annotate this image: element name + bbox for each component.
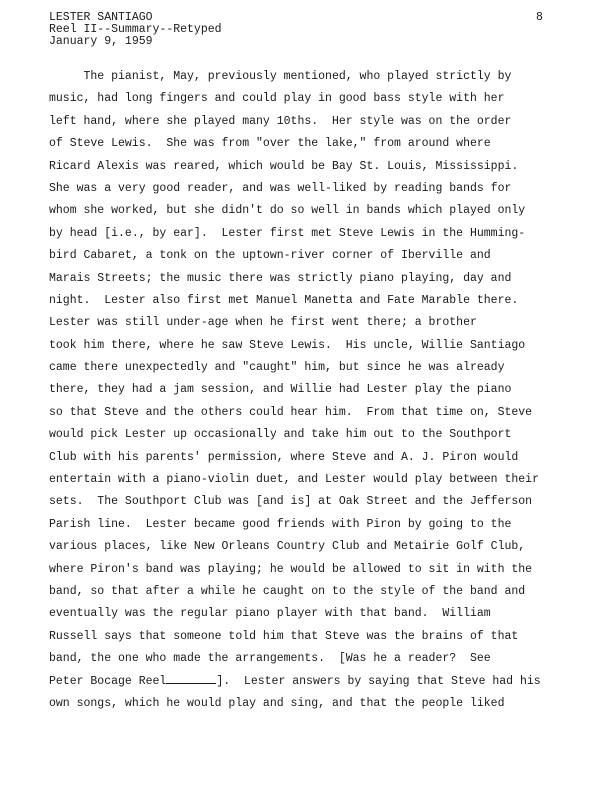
blank-line-suffix: ]. Lester answers by saying that Steve had his (216, 674, 541, 688)
text-line: whom she worked, but she didn't do so well in bands which played only (49, 204, 526, 218)
text-line: eventually was the regular piano player with that band. William (49, 607, 491, 621)
header-line-date: January 9, 1959 (49, 35, 153, 48)
text-line: band, the one who made the arrangements. [Was he a reader? See (49, 652, 491, 666)
fill-in-blank (166, 673, 216, 684)
text-line: Ricard Alexis was reared, which would be Bay St. Louis, Mississippi. (49, 159, 519, 173)
text-line: own songs, which he would play and sing, and that the people liked (49, 696, 505, 710)
text-line: music, had long fingers and could play in good bass style with her (49, 92, 505, 106)
text-line: left hand, where she played many 10ths. Her style was on the order (49, 114, 512, 128)
text-line: by head [i.e., by ear]. Lester first met Steve Lewis in the Humming- (49, 226, 526, 240)
text-line: came there unexpectedly and "caught" him, but since he was already (49, 361, 505, 375)
text-line: entertain with a piano-violin duet, and Lester would play between their (49, 473, 539, 487)
text-line: where Piron's band was playing; he would be allowed to sit in with the (49, 562, 533, 576)
text-line: The pianist, May, previously mentioned, who played strictly by (49, 70, 512, 83)
text-line: She was a very good reader, and was well-liked by reading bands for (49, 181, 512, 195)
blank-line-prefix: Peter Bocage Reel (49, 674, 167, 688)
text-line: night. Lester also first met Manuel Manetta and Fate Marable there. (49, 293, 519, 307)
text-line: sets. The Southport Club was [and is] at Oak Street and the Jefferson (49, 495, 533, 509)
header-line-name: LESTER SANTIAGO (49, 11, 153, 24)
page-number: 8 (536, 11, 543, 24)
text-line: so that Steve and the others could hear him. From that time on, Steve (49, 405, 533, 419)
text-line: Club with his parents' permission, where Steve and A. J. Piron would (49, 450, 519, 464)
text-line-with-blank (49, 671, 609, 693)
text-line: took him there, where he saw Steve Lewis. His uncle, Willie Santiago (49, 338, 526, 352)
text-line: band, so that after a while he caught on to the style of the band and (49, 584, 526, 598)
text-line: of Steve Lewis. She was from "over the lake," from around where (49, 137, 491, 151)
document-header (49, 12, 222, 48)
text-line: various places, like New Orleans Country Club and Metairie Golf Club, (49, 540, 526, 554)
text-line: Lester was still under-age when he first went there; a brother (49, 316, 477, 330)
text-line: bird Cabaret, a tonk on the uptown-river corner of Iberville and (49, 249, 491, 263)
text-line: Russell says that someone told him that Steve was the brains of that (49, 629, 519, 643)
header-line-reel: Reel II--Summary--Retyped (49, 23, 222, 36)
text-line: Parish line. Lester became good friends with Piron by going to the (49, 517, 512, 531)
text-line: would pick Lester up occasionally and take him out to the Southport (49, 428, 512, 442)
document-body (49, 66, 609, 715)
text-line: there, they had a jam session, and Willie had Lester play the piano (49, 383, 512, 397)
text-line: Marais Streets; the music there was strictly piano playing, day and (49, 271, 512, 285)
